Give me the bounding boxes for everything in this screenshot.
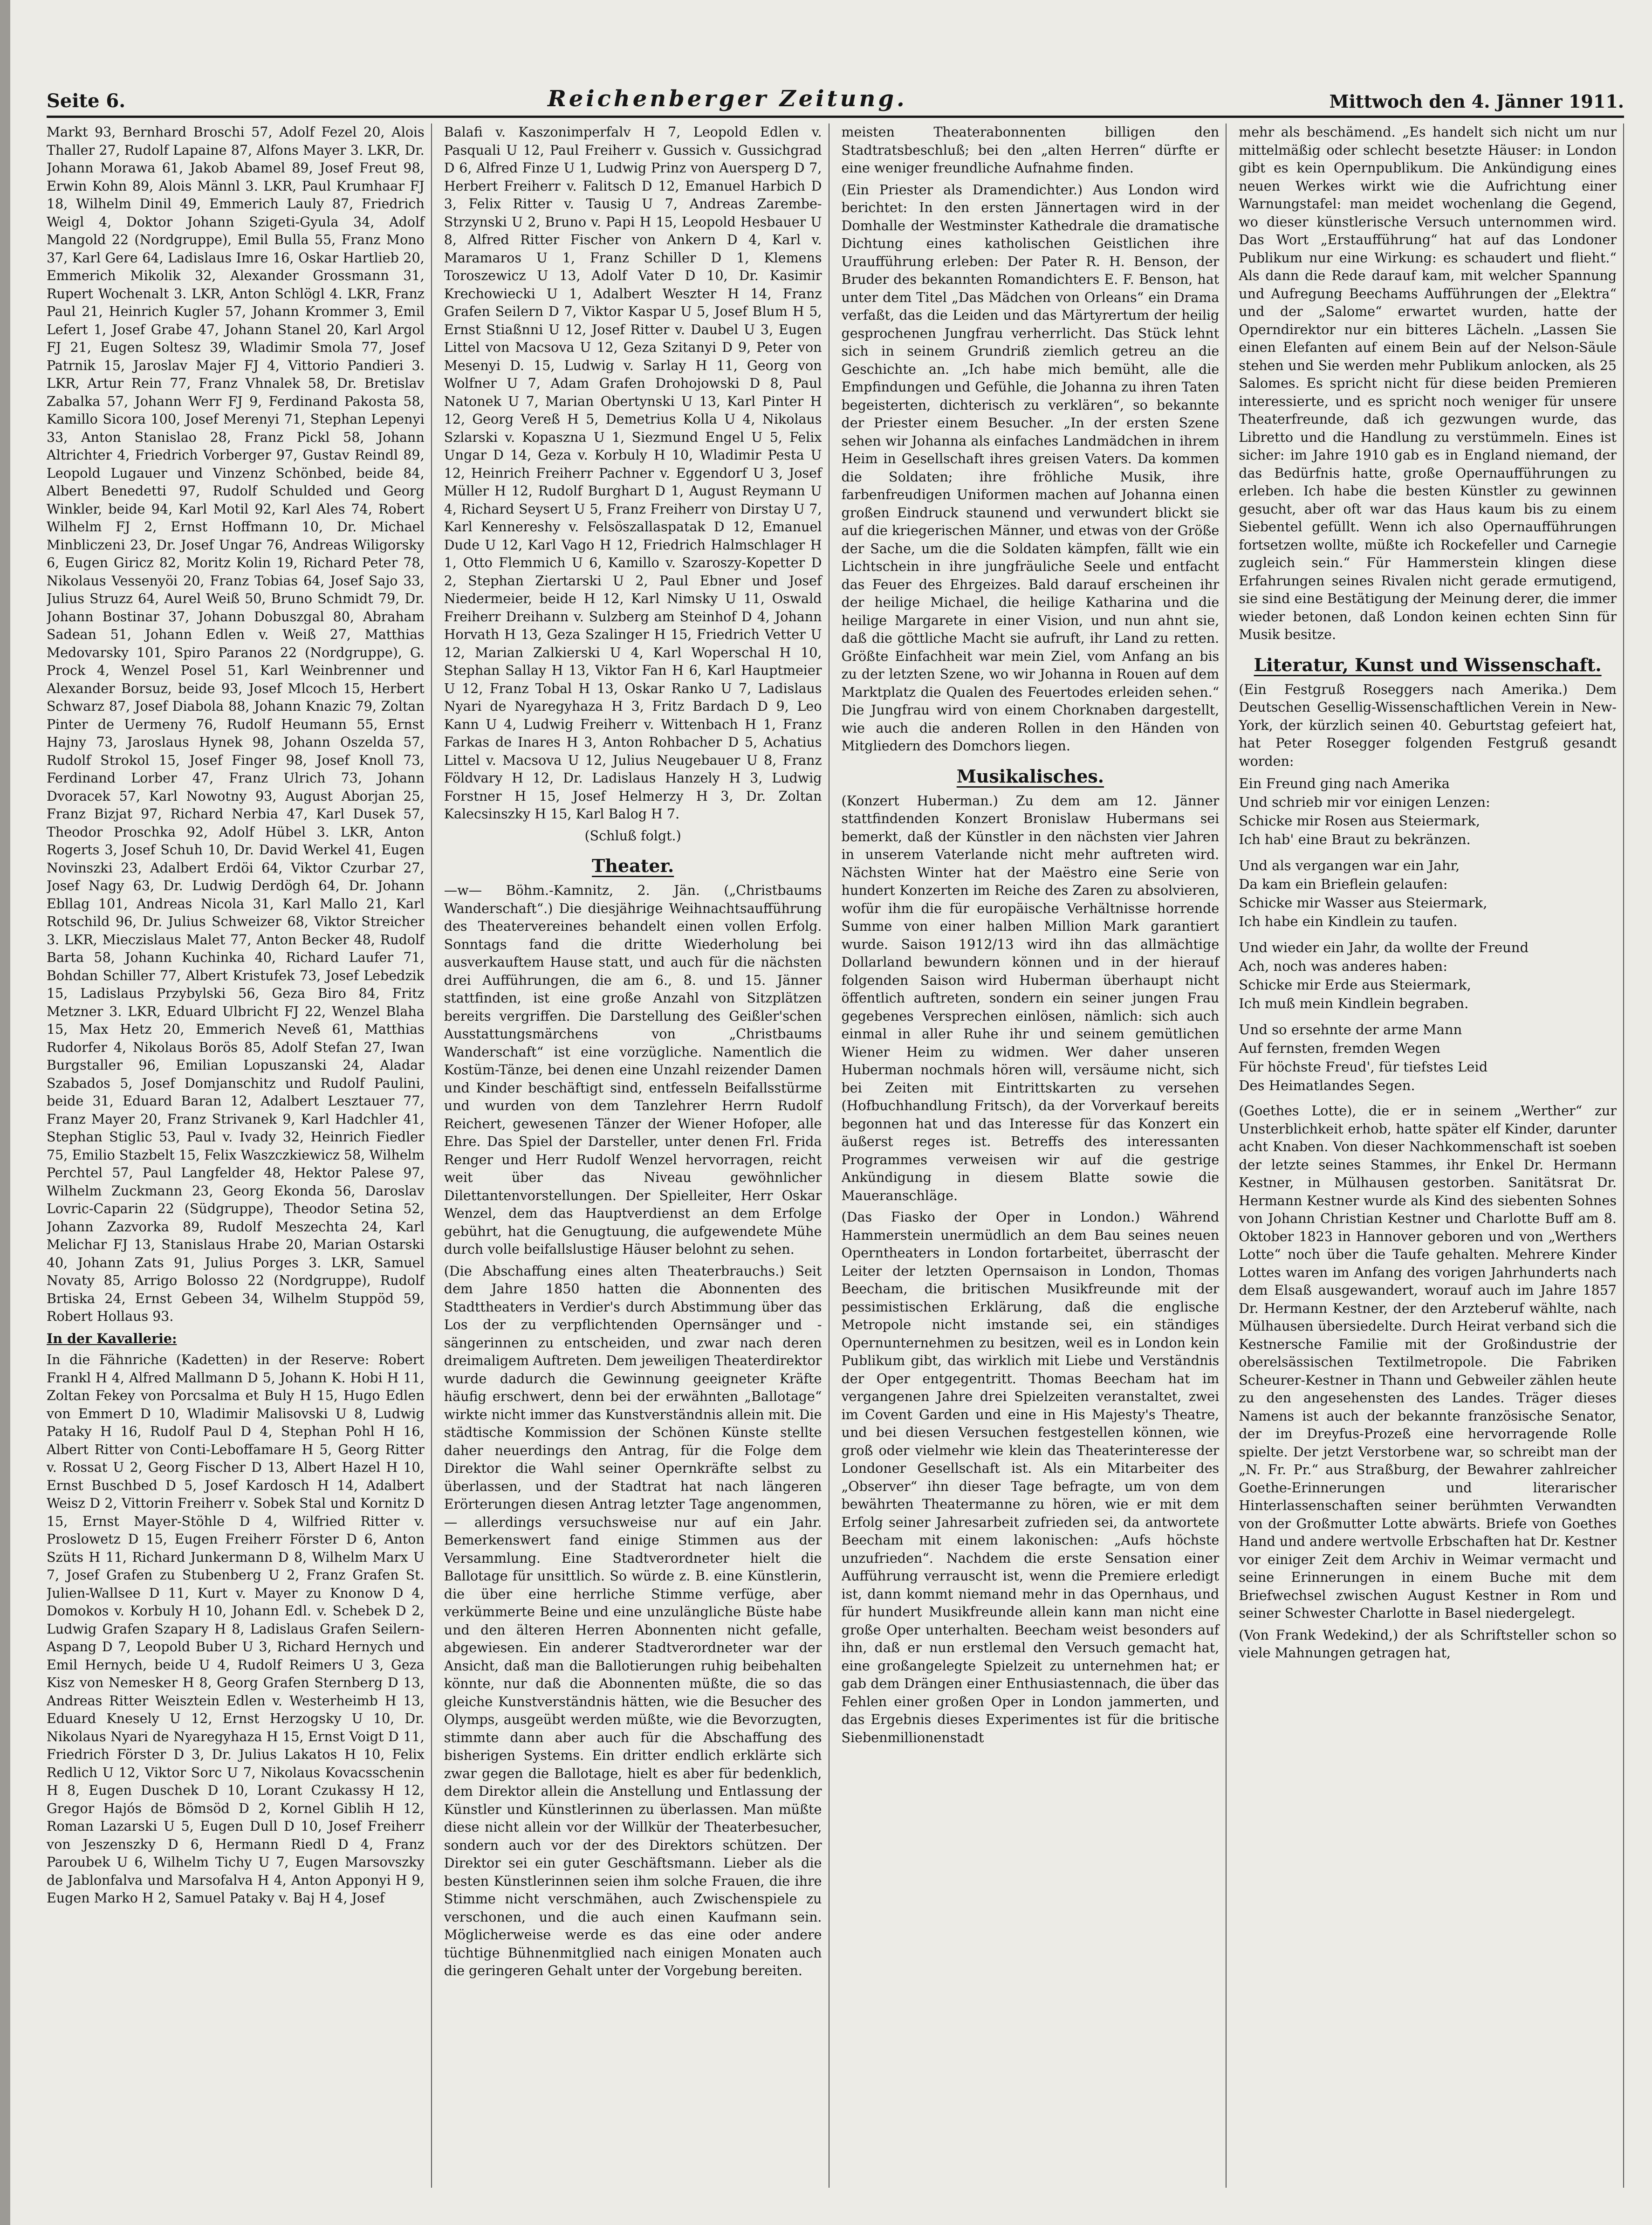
poem-line: Ich hab' eine Braut zu bekränzen. bbox=[1239, 831, 1471, 847]
poem-line: Auf fernsten, fremden Wegen bbox=[1239, 1040, 1440, 1056]
poem-line: Ach, noch was anderes haben: bbox=[1239, 958, 1447, 974]
cavalry-subheading: In der Kavallerie: bbox=[47, 1330, 177, 1346]
promotion-list-infantry: Markt 93, Bernhard Broschi 57, Adolf Fezel 20, Alois Thaller 27, Rudolf Lapaine 87, Alfons Mayer 3. LKR, Dr. Johann Morawa 61, Jakob Abamel 89, Josef Freut 98, Erwin Kohn 89, Alois Männl 3. LKR, Paul Krumhaar FJ 18, Wilhelm Dinil 49, Emmerich Lauly 87, Friedrich Weigl 4, Doktor Johann Szigeti-Gyula 34, Adolf Mangold 22 (Nordgruppe), Emil Bulla 55, Franz Mono 37, Karl Gere 64, Ladislaus Imre 16, Oskar Hartlieb 20, Emmerich Mikolik 32, Alexander Grossmann 31, Rupert Wochenalt 3. LKR, Anton Schlögl 4. LKR, Franz Paul 21, Heinrich Kugler 57, Johann Krommer 3, Emil Lefert 1, Josef Grabe 47, Johann Stanel 20, Karl Argol FJ 21, Eugen Soltesz 39, Wladimir Smola 77, Josef Patrnik 15, Jaroslav Majer FJ 4, Vittorio Pandieri 3. LKR, Artur Rein 77, Franz Vhnalek 58, Dr. Bretislav Zabalka 57, Johann Werr FJ 9, Ferdinand Pakosta 58, Kamillo Sicora 100, Josef Merenyi 71, Stephan Lepenyi 33, Anton Stanislao 28, Franz Pickl 58, Johann Altrichter 4, Friedrich Vorberger 97, Gustav Reindl 89, Leopold Lugauer und Vinzenz Schönbed, beide 84, Albert Benedetti 97, Rudolf Schulded und Georg Winkler, beide 94, Karl Motil 92, Karl Ales 74, Robert Wilhelm FJ 2, Ernst Hoffmann 10, Dr. Michael Minbliczeni 23, Dr. Josef Ungar 76, Andreas Wiligorsky 6, Eugen Giricz 82, Moritz Kolin 19, Richard Peter 78, Nikolaus Vessenyöi 20, Franz Tobias 64, Josef Sajo 33, Julius Struzz 64, Aurel Weiß 50, Bruno Schmidt 79, Dr. Johann Bostinar 37, Johann Dobuszgal 80, Abraham Sadean 51, Johann Edlen v. Weiß 27, Matthias Medovarsky 101, Spiro Paranos 22 (Nordgruppe), G. Prock 4, Wenzel Posel 51, Karl Weinbrenner und Alexander Borsuz, beide 93, Josef Mlcoch 15, Herbert Schwarz 87, Josef Diabola 88, Johann Knazic 79, Zoltan Pinter de Uermeny 76, Rudolf Heumann 55, Ernst Hajny 73, Jaroslaus Hynek 98, Johann Oszelda 57, Rudolf Strokol 15, Josef Finger 98, Josef Knoll 73, Ferdinand Lorber 47, Franz Ulrich 73, Johann Dvoracek 57, Karl Nowotny 93, August Aborjan 25, Franz Bizjat 97, Richard Nerbia 47, Karl Dusek 57, Theodor Proschka 92, Adolf Hübel 3. LKR, Anton Rogerts 3, Josef Schuh 10, Dr. David Werkel 41, Eugen Novinszki 23, Adalbert Erdöi 64, Viktor Czurbar 27, Josef Nagy 63, Dr. Ludwig Derdögh 64, Dr. Johann Ebllag 101, Andreas Nicola 31, Karl Mallo 21, Karl Rotschild 96, Dr. Julius Schweizer 68, Viktor Streicher 3. LKR, Mieczislaus Malet 77, Anton Becker 48, Rudolf Barta 58, Johann Kuchinka 40, Richard Laufer 71, Bohdan Schiller 77, Albert Kristufek 73, Josef Lebedzik 15, Ladislaus Przybylski 56, Geza Biro 84, Fritz Metzner 3. LKR, Eduard Ulbricht FJ 22, Wenzel Blaha 15, Max Hetz 20, Emmerich Neveß 61, Matthias Rudorfer 4, Nikolaus Borös 85, Adolf Stefan 27, Iwan Burgstaller 96, Emilian Lopuszanski 24, Aladar Szabados 5, Josef Domjanschitz und Rudolf Paulini, beide 31, Eduard Baran 12, Adalbert Lesztauer 77, Franz Mayer 20, Franz Strivanek 9, Karl Hadchler 41, Stephan Stiglic 53, Paul v. Ivady 32, Heinrich Fiedler 75, Emilio Stazbelt 15, Felix Waszczkiewicz 58, Wilhelm Perchtel 57, Paul Langfelder 48, Hektor Palese 97, Wilhelm Zuckmann 23, Georg Ekonda 56, Daroslav Lovric-Caparin 22 (Südgruppe), Theodor Setina 52, Johann Zazvorka 89, Rudolf Meszechta 24, Karl Melichar FJ 13, Stanislaus Hrabe 20, Marian Ostarski 40, Johann Zats 91, Julius Porges 3. LKR, Samuel Novaty 85, Arrigo Bolosso 22 (Nordgruppe), Rudolf Brtiska 24, Ernst Gebeen 34, Wilhelm Stuppöd 59, Robert Hollaus 93. bbox=[47, 124, 425, 1324]
to-be-continued: (Schluß folgt.) bbox=[584, 828, 681, 844]
article-theater-custom: (Die Abschaffung eines alten Theaterbrauchs.) Seit dem Jahre 1850 hatten die Abonnenten des Stadttheaters in Verdier's durch Abstimmung über das Los der zu verpflichtenden Opernsänger und -sängerinnen zu entscheiden, und zwar nach deren dreimaligem Auftreten. Dem jeweiligen Theaterdirektor wurde dadurch die Gewinnung geeigneter Kräfte häufig erschwert, denn bei der erwähnten „Ballotage“ wirkte nicht immer das Kunstverständnis allein mit. Die städtische Kommission der Schönen Künste stellte daher neuerdings den Antrag, für die Folge dem Direktor die Wahl seiner Opernkräfte selbst zu überlassen, und der Stadtrat hat nach längeren Erörterungen diesen Antrag letzter Tage angenommen, — allerdings versuchsweise nur auf ein Jahr. Bemerkenswert fand einige Stimmen aus der Versammlung. Eine Stadtverordneter hielt die Ballotage für unsittlich. So würde z. B. eine Künstlerin, die über eine herrliche Stimme verfüge, aber verkümmerte Beine und eine unzulängliche Büste habe und den älteren Herren Abonnenten nicht gefalle, abgewiesen. Ein anderer Stadtverordneter war der Ansicht, daß man die Ballotierungen ruhig beibehalten könnte, nur daß die Abonnenten müßte, die so das gleiche Kunstverständnis hätten, wie die Besucher des Olymps, ausgeübt werden müßte, wie die Bevorzugten, stimmte dann aber auch für die Abschaffung des bisherigen Systems. Ein dritter endlich erklärte sich zwar gegen die Ballotage, hielt es aber für bedenklich, dem Direktor allein die Anstellung und Entlassung der Künstler und Künstlerinnen zu überlassen. Man müßte diese nicht allein vor der Willkür der Theaterbesucher, sondern auch vor der des Direktors schützen. Der Direktor sei ein guter Geschäftsmann. Lieber als die besten Künstlerinnen seien ihm solche Frauen, die ihre Stimme nicht verschmähen, auch Zwischenspiele zu verschonen, und die auch einen Kaufmann sein. Möglicherweise werde es das eine oder andere tüchtige Bühnenmitglied nach einigen Monaten auch die geringeren Gehalt unter der Vorgebung bereiten. bbox=[444, 1263, 822, 1978]
poem-stanza-3 bbox=[1239, 938, 1617, 1013]
article-huberman-concert: (Konzert Huberman.) Zu dem am 12. Jänner stattfindenden Konzert Bronislaw Hubermans sei bemerkt, daß der Künstler in den nächsten vier Jahren in unserem Vaterlande nicht mehr auftreten wird. Nächsten Winter hat der Maëstro eine Serie von hundert Konzerten im Reiche des Zaren zu absolvieren, wofür ihm die für europäische Verhältnisse horrende Summe von einer halben Million Mark garantiert wurde. Saison 1912/13 wird ihn das allmächtige Dollarland bewundern können und in der hierauf folgenden Saison wird Huberman überhaupt nicht öffentlich auftreten, sondern ein seiner jungen Frau gegebenes Versprechen einlösen, nämlich: sich auch einmal in aller Ruhe ihr und seinem gemütlichen Wiener Heim zu widmen. Wer daher unseren Huberman nochmals hören will, versäume nicht, sich bei Zeiten mit Eintrittskarten zu versehen (Hofbuchhandlung Fritsch), da der Vorverkauf bereits begonnen hat und das Interesse für das Konzert ein äußerst reges ist. Betreffs des interessanten Programmes verweisen wir auf die gestrige Ankündigung in diesem Blatte sowie die Maueranschläge. bbox=[841, 793, 1220, 1203]
column-4 bbox=[1239, 124, 1624, 2188]
promotion-list-continued: Balafi v. Kaszonimperfalv H 7, Leopold Edlen v. Pasquali U 12, Paul Freiherr v. Gussich v. Gussichgrad D 6, Alfred Finze U 1, Ludwig Prinz von Auersperg D 7, Herbert Freiherr v. Falitsch D 12, Emanuel Harbich D 3, Felix Ritter v. Tausig U 7, Andreas Zarembe-Strzynski U 2, Bruno v. Papi H 15, Leopold Hesbauer U 8, Alfred Ritter Fischer von Ankern D 4, Karl v. Maramaros U 1, Franz Schiller D 1, Klemens Toroszewicz U 13, Adolf Vater D 10, Dr. Kasimir Krechowiecki U 1, Adalbert Weszter H 14, Franz Grafen Seilern D 7, Viktor Kaspar U 5, Josef Blum H 5, Ernst Stiaßnni U 12, Josef Ritter v. Daubel U 3, Eugen Littel von Macsova U 12, Geza Szitanyi D 9, Peter von Mesenyi D. 15, Ludwig v. Sarlay H 11, Georg von Wolfner U 7, Adam Grafen Drohojowski D 8, Paul Natonek U 7, Marian Obertynski U 13, Karl Pinter H 12, Georg Vereß H 5, Demetrius Kolla U 4, Nikolaus Szlarski v. Kopaszna U 1, Siezmund Engel U 5, Felix Ungar D 14, Geza v. Korbuly H 10, Wladimir Pesta U 12, Heinrich Freiherr Pachner v. Eggendorf U 3, Josef Müller H 12, Rudolf Burghart D 1, August Reymann U 4, Richard Seysert U 5, Franz Freiherr von Dirstay U 7, Karl Kennereshy v. Felsöszallaspatak D 12, Emanuel Dude U 12, Karl Vago H 12, Friedrich Halmschlager H 1, Otto Flemmich U 6, Kamillo v. Szaroszy-Kopetter D 2, Stephan Ziertarski U 2, Paul Ebner und Josef Niedermeier, beide H 12, Karl Nimsky U 11, Oswald Freiherr Dreihann v. Sulzberg am Steinhof D 4, Johann Horvath H 13, Geza Szalinger H 15, Friedrich Vetter U 12, Marian Zalkierski U 4, Karl Woperschal H 10, Stephan Sallay H 13, Viktor Fan H 6, Karl Hauptmeier U 12, Franz Tobal H 13, Oskar Ranko U 7, Ladislaus Nyari de Nyaregyhaza H 3, Fritz Bardach D 9, Leo Kann U 4, Ludwig Freiherr v. Wittenbach H 1, Franz Farkas de Inares H 3, Anton Rohbacher D 5, Achatius Littel v. Macsova U 12, Julius Neugebauer U 8, Franz Földvary H 12, Dr. Ladislaus Hanzely H 3, Ludwig Forstner H 15, Josef Helmerzy H 3, Dr. Zoltan Kalecsinszky H 15, Karl Balog H 7. bbox=[444, 124, 822, 822]
poem-stanza-2 bbox=[1239, 856, 1617, 931]
poem-line: Und wieder ein Jahr, da wollte der Freund bbox=[1239, 940, 1529, 955]
poem-line: Schicke mir Erde aus Steiermark, bbox=[1239, 977, 1471, 993]
column-1 bbox=[47, 124, 432, 2188]
poem-line: Ein Freund ging nach Amerika bbox=[1239, 776, 1450, 791]
article-rosegger: (Ein Festgruß Roseggers nach Amerika.) Dem Deutschen Gesellig-Wissenschaftlichen Verein in New-York, der kürzlich seinen 40. Geburtstag gefeiert hat, hat Peter Rosegger folgenden Festgruß gesandt worden: bbox=[1239, 681, 1617, 769]
article-christbaum: —w— Böhm.-Kamnitz, 2. Jän. („Christbaums Wanderschaft“.) Die diesjährige Weihnachtsaufführung des Theatervereines behandelt einen vollen Erfolg. Sonntags fand die dritte Wiederholung bei ausverkauftem Hause statt, und auch für die nächsten drei Aufführungen, die am 6., 8. und 15. Jänner stattfinden, ist eine große Anzahl von Sitzplätzen bereits vergriffen. Die Darstellung des Geißler'schen Ausstattungsmärchens von „Christbaums Wanderschaft“ ist eine vorzügliche. Namentlich die Kostüm-Tänze, bei denen eine Unzahl reizender Damen und Kinder beschäftigt sind, entfesseln Beifallsstürme und wurden von dem Tanzlehrer Herrn Rudolf Reichert, gewesenen Tänzer der Wiener Hofoper, alle Ehre. Das Spiel der Darsteller, unter denen Frl. Frida Renger und Herr Rudolf Wenzel hervorragen, reicht weit über das Niveau gewöhnlicher Dilettantenvorstellungen. Der Spielleiter, Herr Oskar Wenzel, dem das Hauptverdienst an dem Erfolge gebührt, hat die Genugtuung, die aufgewendete Mühe durch volle beifallslustige Häuser belohnt zu sehen. bbox=[444, 883, 822, 1257]
article-wedekind: (Von Frank Wedekind,) der als Schriftsteller schon so viele Mahnungen getragen hat, bbox=[1239, 1627, 1617, 1661]
promotion-list-cavalry: In die Fähnriche (Kadetten) in der Reserve: Robert Frankl H 4, Alfred Mallmann D 5, Johann K. Hobi H 11, Zoltan Fekey von Porcsalma et Buly H 15, Hugo Edlen von Emmert D 10, Wladimir Malisovski U 8, Ludwig Pataky H 16, Rudolf Paul D 4, Stephan Pohl H 16, Albert Ritter von Conti-Leboffamare H 5, Georg Ritter v. Rossat U 2, Georg Fischer D 13, Albert Hazel H 10, Ernst Buschbed D 5, Josef Kardosch H 14, Adalbert Weisz D 2, Vittorin Freiherr v. Sobek Stal und Kornitz D 15, Ernst Mayer-Stöhle D 4, Wilfried Ritter v. Proslowetz D 15, Eugen Freiherr Förster D 6, Anton Szüts H 11, Richard Junkermann D 8, Wilhelm Marx U 7, Josef Grafen zu Stubenberg U 2, Franz Grafen St. Julien-Wallsee D 11, Kurt v. Mayer zu Knonow D 4, Domokos v. Korbuly H 10, Johann Edl. v. Schebek D 2, Ludwig Grafen Szapary H 8, Ladislaus Grafen Seilern-Aspang D 7, Leopold Buber U 3, Richard Hernych und Emil Hernych, beide U 4, Rudolf Reimers U 3, Geza Kisz von Nemesker H 8, Georg Grafen Sternberg D 13, Andreas Ritter Weisztein Edlen v. Westerheimb H 13, Eduard Knesely U 12, Ernst Herzogsky U 10, Dr. Nikolaus Nyari de Nyaregyhaza H 15, Ernst Voigt D 11, Friedrich Förster D 3, Dr. Julius Lakatos H 10, Felix Redlich U 12, Viktor Sorc U 7, Nikolaus Kovacsschenin H 8, Eugen Duschek D 10, Lorant Czukassy H 12, Gregor Hajós de Bömsöd D 2, Kornel Giblih H 12, Roman Lazarski U 5, Eugen Dull D 10, Josef Freiherr von Jeszenszky D 6, Hermann Riedl D 4, Franz Paroubek U 6, Wilhelm Tichy U 7, Eugen Marsovszky de Jablonfalva und Marsofalva H 4, Anton Apponyi H 9, Eugen Marko H 2, Samuel Pataky v. Baj H 4, Josef bbox=[47, 1352, 425, 1906]
poem-line: Schicke mir Wasser aus Steiermark, bbox=[1239, 895, 1487, 911]
poem-line: Und schrieb mir vor einigen Lenzen: bbox=[1239, 794, 1490, 810]
article-london-opera-end: mehr als beschämend. „Es handelt sich nicht um nur mittelmäßig oder schlecht besetzte Häuser: in London gibt es kein Opernpublikum. Die Ankündigung eines neuen Werkes wirkt wie die Aufrichtung einer Warnungstafel: man meidet wochenlang die Gegend, wo dieser künstlerische Versuch unternommen wird. Das Wort „Erstaufführung“ hat auf das Londoner Publikum nur eine Wirkung: es schaudert und flieht.“ Als dann die Rede darauf kam, mit welcher Spannung und Aufregung Beechams Aufführungen der „Elektra“ und der „Salome“ erwartet wurden, hatte der Operndirektor nur ein bitteres Lächeln. „Lassen Sie einen Elefanten auf einem Bein auf der Nelson-Säule stehen und Sie werden mehr Publikum anlocken, als 25 Salomes. Es spricht nicht für diese beiden Premieren interessierte, und es spricht noch weniger für unsere Theaterfreunde, daß ich gezwungen wurde, das Libretto und die Handlung zu verstümmeln. Eines ist sicher: im Jahre 1910 gab es in England niemand, der das Bedürfnis hatte, große Opernaufführungen zu erleben. Ich habe die besten Künstler zu gewinnen gesucht, aber oft war das Haus kaum bis zu einem Siebentel gefüllt. Wenn ich also Opernaufführungen fortsetzen wollte, müßte ich Rockefeller und Carnegie zugleich sein.“ Für Hammerstein klingen diese Erfahrungen seines Rivalen nicht gerade ermutigend, sie sind eine Bestätigung der Meinung derer, die immer wieder betonen, daß London keinen echten Sinn für Musik besitze. bbox=[1239, 124, 1617, 642]
section-music-heading: Musikalisches. bbox=[956, 765, 1104, 787]
article-theater-custom-end: meisten Theaterabonnenten billigen den Stadtratsbeschluß; bei den „alten Herren“ dürfte er eine weniger freundliche Aufnahme finden. bbox=[841, 124, 1220, 176]
poem-stanza-1 bbox=[1239, 774, 1617, 849]
masthead-title: Reichenberger Zeitung. bbox=[547, 86, 907, 112]
poem-line: Ich muß mein Kindlein begraben. bbox=[1239, 996, 1469, 1011]
page-header bbox=[47, 79, 1624, 118]
poem-stanza-4 bbox=[1239, 1020, 1617, 1095]
poem-line: Des Heimatlandes Segen. bbox=[1239, 1078, 1415, 1093]
column-3 bbox=[842, 124, 1227, 2188]
article-priest-dramatist: (Ein Priester als Dramendichter.) Aus London wird berichtet: In den ersten Jännertagen wird in der Domhalle der Westminster Kathedrale die dramatische Dichtung eines katholischen Geistlichen ihre Uraufführung erleben: Der Pater R. H. Benson, der Bruder des bekannten Romandichters E. F. Benson, hat unter dem Titel „Das Mädchen von Orleans“ ein Drama verfaßt, das die Leiden und das Märtyrertum der heilig gesprochenen Jungfrau verherrlicht. Das Stück lehnt sich in seinem Grundriß ziemlich getreu an die Geschichte an. „Ich habe mich bemüht, alle die Empfindungen und Gefühle, die Johanna zu ihren Taten begeisterten, dichterisch zu verklären“, so bekannte der Priester einem Besucher. „In der ersten Szene sehen wir Johanna als einfaches Landmädchen in ihrem Heim in Gesellschaft ihres greisen Vaters. Da kommen die Soldaten; ihre fröhliche Musik, ihre farbenfreudigen Uniformen machen auf Johanna einen großen Eindruck staunend und verwundert blickt sie auf die kriegerischen Männer, und etwas von der Größe der Sache, um die die Soldaten kämpfen, fällt wie ein Lichtschein in ihre jungfräuliche Seele und entfacht das Feuer des Ehrgeizes. Bald darauf erscheinen ihr der heilige Michael, die heilige Katharina und die heilige Margarete in einer Vision, und nun ahnt sie, daß die göttliche Macht sie aufruft, ihr Land zu retten. Größte Einfachheit war mein Ziel, vom Anfang an bis zu der letzten Szene, wo wir Johanna in Rouen auf dem Marktplatz die Qualen des Feuertodes erleiden sehen.“ Die Jungfrau wird von einem Chorknaben dargestellt, wie auch die anderen Rollen in den Händen von Mitgliedern des Domchors liegen. bbox=[841, 182, 1220, 754]
poem-line: Und als vergangen war ein Jahr, bbox=[1239, 858, 1460, 873]
poem-line: Und so ersehnte der arme Mann bbox=[1239, 1022, 1462, 1037]
page-number: Seite 6. bbox=[47, 90, 126, 112]
article-goethes-lotte: (Goethes Lotte), die er in seinem „Werther“ zur Unsterblichkeit erhob, hatte später elf Kinder, darunter acht Knaben. Von dieser Nachkommenschaft ist soeben der letzte seines Stammes, ihr Enkel Dr. Hermann Kestner, in Mülhausen gestorben. Sanitätsrat Dr. Hermann Kestner wurde als Kind des siebenten Sohnes von Johann Christian Kestner und Charlotte Buff am 8. Oktober 1823 in Hannover geboren und von „Werthers Lotte“ noch über die Taufe gehalten. Mehrere Kinder Lottes waren im Anfang des vorigen Jahrhunderts nach dem Elsaß ausgewandert, worauf auch im Jahre 1857 Dr. Hermann Kestner, der den Arzteberuf wählte, nach Mülhausen übersiedelte. Durch Heirat verband sich die Kestnersche Familie mit der Großindustrie der oberelsässischen Textilmetropole. Die Fabriken Scheurer-Kestner in Thann und Gebweiler zählen heute zu den angesehensten des Landes. Träger dieses Namens ist auch der bekannte französische Senator, der im Dreyfus-Prozeß eine hervorragende Rolle spielte. Der jetzt Verstorbene war, so schreibt man der „N. Fr. Pr.“ aus Straßburg, der Bewahrer zahlreicher Goethe-Erinnerungen und literarischer Hinterlassenschaften seiner berühmten Verwandten von der Großmutter Lotte abwärts. Briefe von Goethes Hand und andere wertvolle Erbschaften hat Dr. Kestner vor einiger Zeit dem Archiv in Weimar vermacht und seine Erinnerungen in einem Buche mit dem Briefwechsel zwischen August Kestner in Rom und seiner Schwester Charlotte in Basel niedergelegt. bbox=[1239, 1103, 1617, 1621]
poem-line: Ich habe ein Kindlein zu taufen. bbox=[1239, 913, 1458, 929]
column-2 bbox=[444, 124, 829, 2188]
poem-line: Für höchste Freud', für tiefstes Leid bbox=[1239, 1059, 1488, 1075]
poem-line: Schicke mir Rosen aus Steiermark, bbox=[1239, 813, 1481, 829]
issue-date: Mittwoch den 4. Jänner 1911. bbox=[1329, 91, 1624, 112]
section-theater-heading: Theater. bbox=[592, 855, 674, 876]
column-grid bbox=[47, 124, 1624, 2188]
poem-line: Da kam ein Brieflein gelaufen: bbox=[1239, 876, 1448, 892]
section-literature-heading: Literatur, Kunst und Wissenschaft. bbox=[1254, 654, 1602, 675]
article-london-opera: (Das Fiasko der Oper in London.) Während Hammerstein unermüdlich an dem Bau seines neuen Operntheaters in London fortarbeitet, überrascht der Leiter der letzten Opernsaison in London, Thomas Beecham, die britischen Musikfreunde mit der pessimistischen Erklärung, daß die englische Metropole nicht imstande sei, ein ständiges Opernunternehmen zu besitzen, weil es in London kein Publikum gibt, das wirklich mit Liebe und Verständnis der Oper entgegentritt. Thomas Beecham hat im vergangenen Jahre drei Spielzeiten veranstaltet, zwei im Covent Garden und eine in His Majesty's Theatre, und bei diesen Versuchen festgestellen können, wie groß oder vielmehr wie klein das Theaterinteresse der Londoner Gesellschaft ist. Als ein Mitarbeiter des „Observer“ ihn dieser Tage befragte, um von dem bewährten Theatermanne zu hören, wie er mit dem Erfolg seiner Jahresarbeit zufrieden sei, da antwortete Beecham mit einem lakonischen: „Aufs höchste unzufrieden“. Nachdem die erste Sensation einer Aufführung verrauscht ist, wenn die Premiere erledigt ist, dann kommt niemand mehr in das Opernhaus, und für hundert Musikfreunde allein kann man nicht eine große Oper unterhalten. Beecham weist besonders auf ihn, daß er nun erstlemal den Versuch gemacht hat, eine großangelegte Spielzeit zu unternehmen hat; er gab dem Drängen einer Enthusiastennach, die über das Fehlen einer großen Oper in London jammerten, und das Ergebnis dieses Experimentes ist für die britische Siebenmillionenstadt bbox=[841, 1209, 1220, 1745]
